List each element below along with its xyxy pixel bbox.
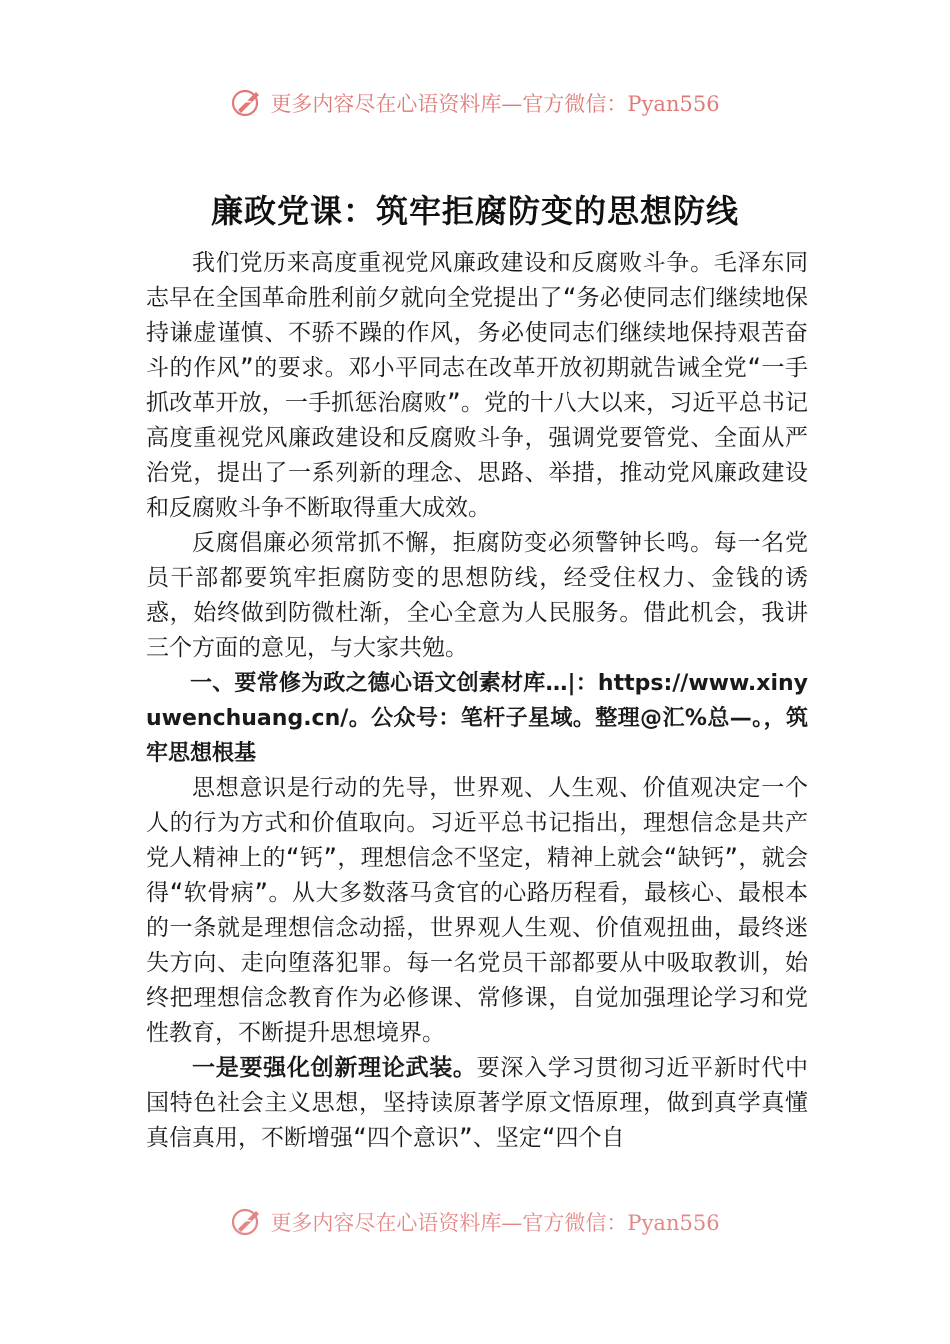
paragraph-lead: 一是要强化创新理论武装。 — [192, 1055, 477, 1081]
paragraph: 思想意识是行动的先导，世界观、人生观、价值观决定一个人的行为方式和价值取向。习近平总书记指出，理想信念是共产党人精神上的“钙”，理想信念不坚定，精神上就会“缺钙”，就会得“软骨病”。从大多数落马贪官的心路历程看，最核心、最根本的一条就是理想信念动摇，世界观人生观、价值观扭曲，最终迷失方向、走向堕落犯罪。每一名党员干部都要从中吸取教训，始终把理想信念教育作为必修课、常修课，自觉加强理论学习和党性教育，不断提升思想境界。 — [146, 775, 808, 1046]
paragraph — [146, 1051, 808, 1156]
pen-logo-icon — [230, 1205, 264, 1239]
section-heading: 一、要常修为政之德心语文创素材库…|：https://www.xinyuwenchuang.cn/。公众号：笔杆子星域。整理@汇%总—。，筑牢思想根基 — [146, 671, 808, 766]
document-title: 廉政党课：筑牢拒腐防变的思想防线 — [210, 192, 739, 230]
watermark-banner-bottom — [0, 1202, 950, 1242]
banner-text: 更多内容尽在心语资料库—官方微信：Pyan556 — [270, 1211, 720, 1235]
paragraph: 我们党历来高度重视党风廉政建设和反腐败斗争。毛泽东同志早在全国革命胜利前夕就向全党提出了“务必使同志们继续地保持谦虚谨慎、不骄不躁的作风，务必使同志们继续地保持艰苦奋斗的作风”的要求。邓小平同志在改革开放初期就告诫全党“一手抓改革开放，一手抓惩治腐败”。党的十八大以来，习近平总书记高度重视党风廉政建设和反腐败斗争，强调党要管党、全面从严治党，提出了一系列新的理念、思路、举措，推动党风廉政建设和反腐败斗争不断取得重大成效。 — [146, 250, 808, 521]
paragraph: 反腐倡廉必须常抓不懈，拒腐防变必须警钟长鸣。每一名党员干部都要筑牢拒腐防变的思想防线，经受住权力、金钱的诱惑，始终做到防微杜渐，全心全意为人民服务。借此机会，我讲三个方面的意见，与大家共勉。 — [146, 530, 808, 661]
pen-logo-icon — [230, 86, 264, 120]
banner-text: 更多内容尽在心语资料库—官方微信：Pyan556 — [270, 92, 720, 116]
document-body — [146, 246, 808, 1156]
watermark-banner-top — [0, 83, 950, 123]
paragraph-text: 要深入学习贯彻习近平新时代中国特色社会主义思想，坚持读原著学原文悟原理，做到真学真懂真信真用，不断增强“四个意识”、坚定“四个自 — [146, 1055, 809, 1151]
